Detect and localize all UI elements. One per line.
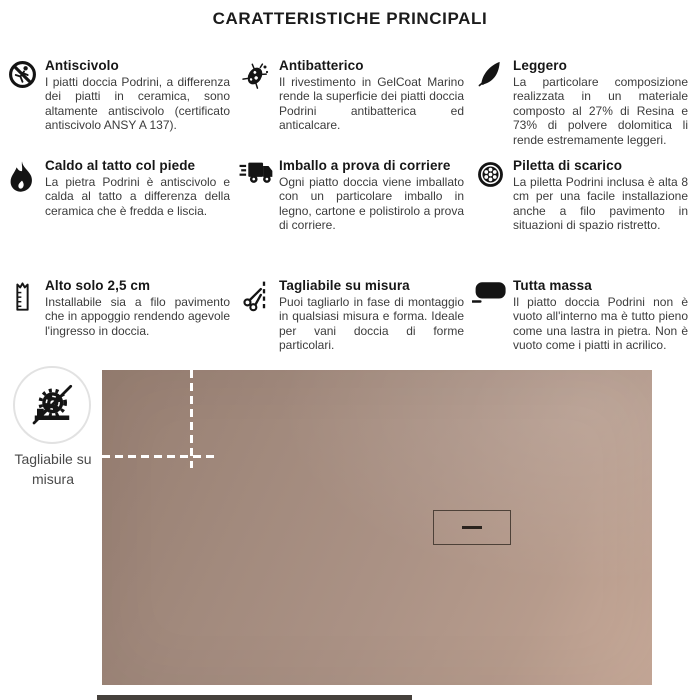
feature-description: La particolare composizione realizzata in un materiale composto al 27% di Resina e 73% di polvere dolomitica li rende estremamente leggeri. xyxy=(513,75,688,147)
cut-line-vertical xyxy=(190,370,193,468)
feature-alto-25cm xyxy=(4,278,238,353)
feature-title: Caldo al tatto col piede xyxy=(45,158,196,173)
cut-line-horizontal xyxy=(102,455,214,458)
feature-description: Installabile sia a filo pavimento che in appoggio rendendo agevole l'ingresso in doccia. xyxy=(45,295,230,338)
feature-title: Antibatterico xyxy=(279,58,364,73)
drain-slot xyxy=(462,526,482,529)
scissors-icon xyxy=(238,278,274,353)
ruler-icon xyxy=(4,278,40,353)
feature-description: La pietra Podrini è antiscivolo e calda al tatto a differenza della ceramica che è fredda e liscia. xyxy=(45,175,230,218)
feature-caldo-al-tatto xyxy=(4,158,238,278)
feature-tagliabile xyxy=(238,278,472,353)
feature-description: Ogni piatto doccia viene imballato con un particolare imballo in legno, cartone e polistirolo a prova di corriere. xyxy=(279,175,464,233)
feature-piletta xyxy=(472,158,696,278)
feature-title: Tutta massa xyxy=(513,278,592,293)
feature-title: Imballo a prova di corriere xyxy=(279,158,451,173)
drain-cover xyxy=(433,510,511,545)
flame-icon xyxy=(4,158,40,278)
feature-leggero xyxy=(472,58,696,158)
feature-title: Antiscivolo xyxy=(45,58,119,73)
feature-description: Puoi tagliarlo in fase di montaggio in qualsiasi misura e forma. Ideale per vani doccia di forme particolari. xyxy=(279,295,464,353)
feature-imballo xyxy=(238,158,472,278)
feature-description: Il rivestimento in GelCoat Marino rende la superficie dei piatti doccia Podrini antibatterica ed anticalcare. xyxy=(279,75,464,133)
features-grid xyxy=(4,58,696,353)
drain-icon xyxy=(472,158,508,278)
no-slip-icon xyxy=(4,58,40,158)
product-photo-shower-tray xyxy=(102,370,652,685)
feature-title: Tagliabile su misura xyxy=(279,278,410,293)
feature-antiscivolo xyxy=(4,58,238,158)
solid-slab-icon xyxy=(472,278,508,353)
page-title: CARATTERISTICHE PRINCIPALI xyxy=(212,9,488,28)
feature-title: Leggero xyxy=(513,58,567,73)
next-photo-edge xyxy=(97,695,412,700)
cut-to-size-badge xyxy=(13,366,91,444)
feature-description: I piatti doccia Podrini, a differenza dei piatti in ceramica, sono altamente antiscivolo (certificato antiscivolo ANSY A 137). xyxy=(45,75,230,133)
cut-to-size-badge-caption: Tagliabile su misura xyxy=(14,451,92,488)
circular-saw-icon xyxy=(28,381,76,429)
bacteria-icon xyxy=(238,58,274,158)
feature-antibatterico xyxy=(238,58,472,158)
feature-tutta-massa xyxy=(472,278,696,353)
feature-description: Il piatto doccia Podrini non è vuoto all'interno ma è tutto pieno come una lastra in pietra. Non è vuoto come i piatti in acrilico. xyxy=(513,295,688,353)
delivery-truck-icon xyxy=(238,158,274,278)
feature-title: Piletta di scarico xyxy=(513,158,623,173)
feature-description: La piletta Podrini inclusa è alta 8 cm per una facile installazione anche a filo pavimento in situazioni di spazio ristretto. xyxy=(513,175,688,233)
feature-title: Alto solo 2,5 cm xyxy=(45,278,151,293)
feather-icon xyxy=(472,58,508,158)
